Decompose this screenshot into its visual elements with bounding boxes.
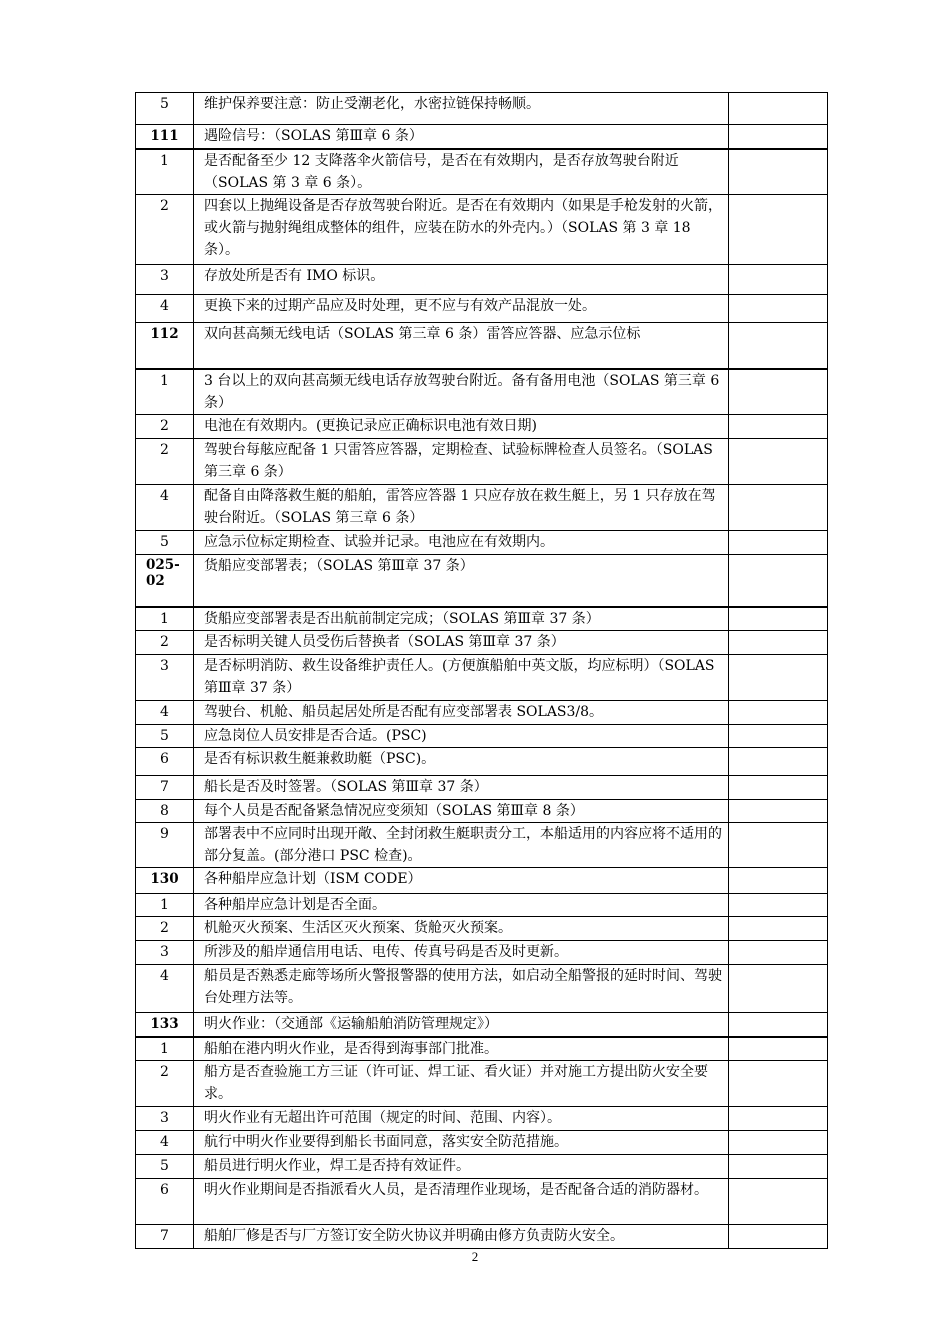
item-description: 电池在有效期内。(更换记录应正确标识电池有效日期) xyxy=(194,415,729,439)
item-number: 3 xyxy=(136,941,194,965)
item-description: 3 台以上的双向甚高频无线电话存放驾驶台附近。备有备用电池（SOLAS 第三章 6 条） xyxy=(194,369,729,415)
item-description: 船舶厂修是否与厂方签订安全防火协议并明确由修方负责防火安全。 xyxy=(194,1225,729,1249)
checklist-item-row xyxy=(136,701,828,725)
checklist-item-row xyxy=(136,1037,828,1061)
item-description: 驾驶台、机舱、船员起居处所是否配有应变部署表 SOLAS3/8。 xyxy=(194,701,729,725)
item-number: 2 xyxy=(136,1061,194,1107)
result-cell xyxy=(729,439,828,485)
page-number: 2 xyxy=(471,1249,479,1264)
section-title: 遇险信号：（SOLAS 第Ⅲ章 6 条） xyxy=(194,125,729,149)
item-number: 7 xyxy=(136,776,194,800)
checklist-item-row xyxy=(136,776,828,800)
result-cell xyxy=(729,323,828,369)
checklist-item-row xyxy=(136,917,828,941)
result-cell xyxy=(729,776,828,800)
item-number: 4 xyxy=(136,1131,194,1155)
item-number: 4 xyxy=(136,485,194,531)
result-cell xyxy=(729,607,828,631)
section-header-row xyxy=(136,868,828,894)
result-cell xyxy=(729,415,828,439)
item-description: 部署表中不应同时出现开敞、全封闭救生艇职责分工，本船适用的内容应将不适用的部分复盖。(部分港口 PSC 检查)。 xyxy=(194,823,729,868)
item-number: 3 xyxy=(136,1107,194,1131)
result-cell xyxy=(729,369,828,415)
item-number: 1 xyxy=(136,149,194,195)
checklist-item-row xyxy=(136,1225,828,1249)
item-number: 2 xyxy=(136,439,194,485)
item-number: 6 xyxy=(136,1179,194,1225)
item-description: 每个人员是否配备紧急情况应变须知（SOLAS 第Ⅲ章 8 条） xyxy=(194,800,729,823)
section-title: 货船应变部署表；（SOLAS 第Ⅲ章 37 条） xyxy=(194,555,729,607)
item-description: 各种船岸应急计划是否全面。 xyxy=(194,894,729,917)
item-description: 四套以上抛绳设备是否存放驾驶台附近。是否在有效期内（如果是手枪发射的火箭，或火箭与抛射绳组成整体的组件，应装在防水的外壳内。）（SOLAS 第 3 章 18 条）。 xyxy=(194,195,729,265)
item-number: 5 xyxy=(136,1155,194,1179)
item-number: 5 xyxy=(136,725,194,748)
result-cell xyxy=(729,655,828,701)
item-description: 驾驶台每舷应配备 1 只雷答应答器，定期检查、试验标牌检查人员签名。（SOLAS 第三章 6 条） xyxy=(194,439,729,485)
item-description: 航行中明火作业要得到船长书面同意，落实安全防范措施。 xyxy=(194,1131,729,1155)
checklist-item-row xyxy=(136,295,828,323)
item-description: 所涉及的船岸通信用电话、电传、传真号码是否及时更新。 xyxy=(194,941,729,965)
section-number: 025-02 xyxy=(136,555,194,607)
section-header-row xyxy=(136,323,828,369)
section-number: 111 xyxy=(136,125,194,149)
item-number: 9 xyxy=(136,823,194,868)
item-description: 明火作业期间是否指派看火人员，是否清理作业现场，是否配备合适的消防器材。 xyxy=(194,1179,729,1225)
item-number: 7 xyxy=(136,1225,194,1249)
result-cell xyxy=(729,965,828,1013)
result-cell xyxy=(729,894,828,917)
checklist-item-row xyxy=(136,941,828,965)
section-title: 各种船岸应急计划（ISM CODE） xyxy=(194,868,729,894)
checklist-item-row xyxy=(136,93,828,125)
checklist-item-row xyxy=(136,748,828,776)
item-number: 3 xyxy=(136,265,194,295)
checklist-item-row xyxy=(136,1179,828,1225)
item-description: 存放处所是否有 IMO 标识。 xyxy=(194,265,729,295)
checklist-item-row xyxy=(136,369,828,415)
section-header-row xyxy=(136,1013,828,1037)
section-header-row xyxy=(136,555,828,607)
result-cell xyxy=(729,555,828,607)
item-description: 船方是否查验施工方三证（许可证、焊工证、看火证）并对施工方提出防火安全要求。 xyxy=(194,1061,729,1107)
item-number: 1 xyxy=(136,369,194,415)
result-cell xyxy=(729,149,828,195)
checklist-item-row xyxy=(136,631,828,655)
result-cell xyxy=(729,125,828,149)
item-description: 应急示位标定期检查、试验并记录。电池应在有效期内。 xyxy=(194,531,729,555)
result-cell xyxy=(729,295,828,323)
checklist-item-row xyxy=(136,1061,828,1107)
checklist-item-row xyxy=(136,1131,828,1155)
checklist-item-row xyxy=(136,439,828,485)
result-cell xyxy=(729,631,828,655)
item-number: 3 xyxy=(136,655,194,701)
item-description: 明火作业有无超出许可范围（规定的时间、范围、内容）。 xyxy=(194,1107,729,1131)
item-number: 5 xyxy=(136,531,194,555)
result-cell xyxy=(729,1107,828,1131)
section-title: 双向甚高频无线电话（SOLAS 第三章 6 条）雷答应答器、应急示位标 xyxy=(194,323,729,369)
result-cell xyxy=(729,485,828,531)
result-cell xyxy=(729,1155,828,1179)
item-number: 8 xyxy=(136,800,194,823)
checklist-item-row xyxy=(136,1155,828,1179)
result-cell xyxy=(729,93,828,125)
item-description: 更换下来的过期产品应及时处理，更不应与有效产品混放一处。 xyxy=(194,295,729,323)
section-number: 130 xyxy=(136,868,194,894)
result-cell xyxy=(729,800,828,823)
result-cell xyxy=(729,195,828,265)
inspection-checklist-table xyxy=(135,92,828,1249)
checklist-item-row xyxy=(136,485,828,531)
item-description: 船长是否及时签署。（SOLAS 第Ⅲ章 37 条） xyxy=(194,776,729,800)
result-cell xyxy=(729,265,828,295)
section-title: 明火作业：（交通部《运输船舶消防管理规定》） xyxy=(194,1013,729,1037)
section-number: 112 xyxy=(136,323,194,369)
checklist-item-row xyxy=(136,265,828,295)
checklist-item-row xyxy=(136,725,828,748)
item-number: 1 xyxy=(136,1037,194,1061)
item-number: 4 xyxy=(136,965,194,1013)
item-number: 2 xyxy=(136,917,194,941)
item-number: 1 xyxy=(136,894,194,917)
result-cell xyxy=(729,823,828,868)
item-description: 是否标明消防、救生设备维护责任人。(方便旗船舶中英文版，均应标明）（SOLAS 第Ⅲ章 37 条） xyxy=(194,655,729,701)
result-cell xyxy=(729,1013,828,1037)
item-number: 1 xyxy=(136,607,194,631)
checklist-rows xyxy=(136,93,828,1249)
item-description: 是否有标识救生艇兼救助艇（PSC)。 xyxy=(194,748,729,776)
item-number: 2 xyxy=(136,415,194,439)
item-description: 应急岗位人员安排是否合适。(PSC) xyxy=(194,725,729,748)
checklist-item-row xyxy=(136,149,828,195)
result-cell xyxy=(729,868,828,894)
checklist-item-row xyxy=(136,894,828,917)
result-cell xyxy=(729,917,828,941)
checklist-item-row xyxy=(136,607,828,631)
item-description: 配备自由降落救生艇的船舶，雷答应答器 1 只应存放在救生艇上，另 1 只存放在驾驶台附近。（SOLAS 第三章 6 条） xyxy=(194,485,729,531)
section-header-row xyxy=(136,125,828,149)
item-number: 2 xyxy=(136,195,194,265)
item-number: 2 xyxy=(136,631,194,655)
checklist-item-row xyxy=(136,823,828,868)
checklist-item-row xyxy=(136,655,828,701)
checklist-item-row xyxy=(136,1107,828,1131)
checklist-item-row xyxy=(136,195,828,265)
item-description: 船员是否熟悉走廊等场所火警报警器的使用方法，如启动全船警报的延时时间、驾驶台处理方法等。 xyxy=(194,965,729,1013)
section-number: 133 xyxy=(136,1013,194,1037)
checklist-item-row xyxy=(136,800,828,823)
item-number: 6 xyxy=(136,748,194,776)
result-cell xyxy=(729,1061,828,1107)
checklist-item-row xyxy=(136,965,828,1013)
item-description: 货船应变部署表是否出航前制定完成；（SOLAS 第Ⅲ章 37 条） xyxy=(194,607,729,631)
item-description: 船舶在港内明火作业，是否得到海事部门批准。 xyxy=(194,1037,729,1061)
result-cell xyxy=(729,941,828,965)
result-cell xyxy=(729,748,828,776)
result-cell xyxy=(729,725,828,748)
item-description: 是否标明关键人员受伤后替换者（SOLAS 第Ⅲ章 37 条） xyxy=(194,631,729,655)
result-cell xyxy=(729,1131,828,1155)
checklist-item-row xyxy=(136,415,828,439)
result-cell xyxy=(729,1179,828,1225)
item-number: 4 xyxy=(136,701,194,725)
item-number: 5 xyxy=(136,93,194,125)
result-cell xyxy=(729,1037,828,1061)
item-description: 维护保养要注意：防止受潮老化，水密拉链保持畅顺。 xyxy=(194,93,729,125)
checklist-page xyxy=(135,92,810,1249)
item-number: 4 xyxy=(136,295,194,323)
result-cell xyxy=(729,531,828,555)
item-description: 是否配备至少 12 支降落伞火箭信号，是否在有效期内，是否存放驾驶台附近（SOLAS 第 3 章 6 条）。 xyxy=(194,149,729,195)
result-cell xyxy=(729,1225,828,1249)
result-cell xyxy=(729,701,828,725)
item-description: 机舱灭火预案、生活区灭火预案、货舱灭火预案。 xyxy=(194,917,729,941)
item-description: 船员进行明火作业，焊工是否持有效证件。 xyxy=(194,1155,729,1179)
checklist-item-row xyxy=(136,531,828,555)
